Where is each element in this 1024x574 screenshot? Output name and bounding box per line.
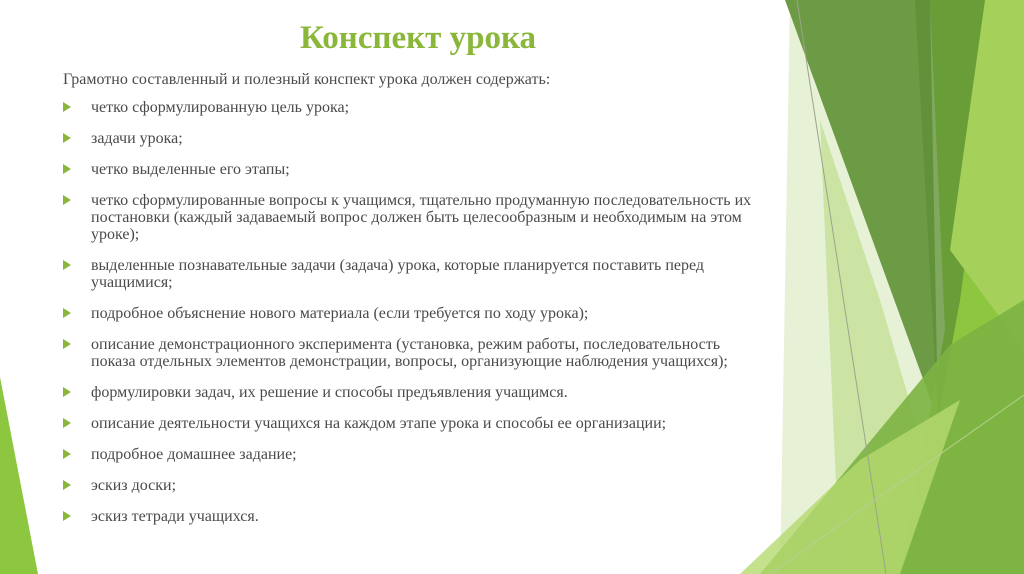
list-item-text: подробное объяснение нового материала (если требуется по ходу урока); [91,305,589,322]
triangle-arrow-icon [63,339,71,349]
bullet-list [62,99,762,539]
slide-title: Конспект урока [300,20,536,56]
list-item-text: четко выделенные его этапы; [91,161,290,178]
list-item [62,415,762,432]
list-item-text: четко сформулированную цель урока; [91,99,350,116]
triangle-arrow-icon [63,164,71,174]
triangle-arrow-icon [63,511,71,521]
list-item-text: описание деятельности учащихся на каждом этапе урока и способы ее организации; [91,415,667,432]
list-item-text: эскиз доски; [91,477,177,494]
list-item-text: эскиз тетради учащихся. [91,508,259,525]
list-item [62,477,762,494]
list-item [62,130,762,147]
list-item [62,446,762,463]
list-item-text: задачи урока; [91,130,183,147]
list-item [62,257,762,291]
list-item [62,384,762,401]
triangle-arrow-icon [63,133,71,143]
triangle-arrow-icon [63,308,71,318]
list-item-text: формулировки задач, их решение и способы предъявления учащимся. [91,384,568,401]
list-item [62,336,762,370]
list-item-text: описание демонстрационного эксперимента (установка, режим работы, последовательность показа отдельных элементов демонстрации, вопросы, организующие наблюдения учащихся); [91,336,728,370]
triangle-arrow-icon [63,260,71,270]
list-item [62,305,762,322]
triangle-arrow-icon [63,102,71,112]
list-item-text: четко сформулированные вопросы к учащимся, тщательно продуманную последовательность их постановки (каждый задаваемый вопрос должен быть целесообразным и необходимым на этом уроке); [91,192,752,243]
intro-text: Грамотно составленный и полезный конспект урока должен содержать: [63,71,551,88]
left-green-triangle [0,377,38,574]
triangle-arrow-icon [63,195,71,205]
list-item [62,161,762,178]
triangle-arrow-icon [63,418,71,428]
list-item [62,99,762,116]
list-item-text: подробное домашнее задание; [91,446,297,463]
triangle-arrow-icon [63,480,71,490]
list-item [62,192,762,243]
list-item [62,508,762,525]
triangle-arrow-icon [63,387,71,397]
list-item-text: выделенные познавательные задачи (задача) урока, которые планируется поставить перед учащимися; [91,257,705,291]
triangle-arrow-icon [63,449,71,459]
